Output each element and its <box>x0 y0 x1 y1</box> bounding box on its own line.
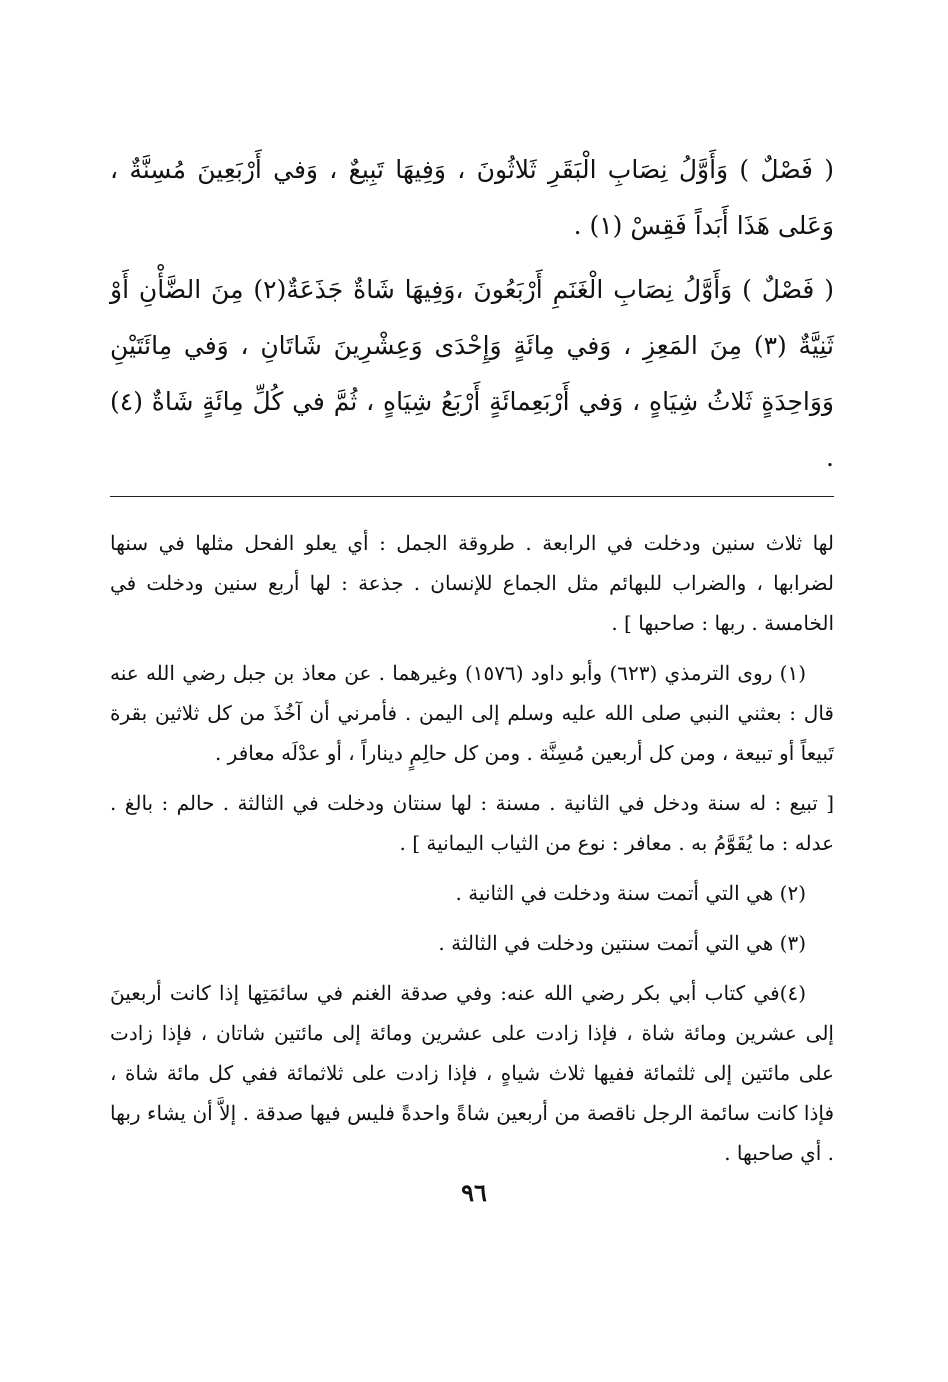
book-page <box>110 130 834 1173</box>
paragraph-sheep-section: ( فَصْلٌ ) وَأَوَّلُ نِصَابِ الْغَنَمِ أَرْبَعُونَ ،وَفِيهَا شَاةٌ جَذَعَةٌ(٢) مِنَ الضَّأْنِ أَوْ ثَنِيَّةٌ (٣) مِنَ المَعِزِ ، وَفي مِائَةٍ وَإِحْدَى وَعِشْرِينَ شَاتَانِ ، وَفي مِائَتَيْنِ وَوَاحِدَةٍ ثَلاثُ شِيَاهٍ ، وَفي أَرْبَعِمائَةٍ أَرْبَعُ شِيَاهٍ ، ثُمَّ في كُلِّ مِائَةٍ شَاةٌ (٤) . <box>110 275 834 472</box>
main-text <box>110 142 834 486</box>
page-number: ٩٦ <box>461 1178 487 1207</box>
footnotes <box>110 523 834 1173</box>
footnote-4: (٤)في كتاب أبي بكر رضي الله عنه: وفي صدقة الغنم في سائمَتِها إذا كانت أربعينَ إلى عشرين ومائة شاة ، فإذا زادت على عشرين ومائة إلى مائتين شاتان ، فإذا زادت على مائتين إلى ثلثمائة ففيها ثلاث شياهٍ ، فإذا زادت على ثلاثمائة ففي كل مائة شاة ، فإذا كانت سائمة الرجل ناقصة من أربعين شاةً واحدةً فليس فيها صدقة . إلاَّ أن يشاء ربها . أي صاحبها . <box>110 981 834 1165</box>
footnote-1-glossary: [ تبيع : له سنة ودخل في الثانية . مسنة : لها سنتان ودخلت في الثالثة . حالم : بالغ . عدله : ما يُقَوَّمُ به . معافر : نوع من الثياب اليمانية ] . <box>110 791 834 855</box>
footnote-3: (٣) هي التي أتمت سنتين ودخلت في الثالثة . <box>438 931 806 955</box>
footnote-continuation: لها ثلاث سنين ودخلت في الرابعة . طروقة الجمل : أي يعلو الفحل مثلها في سنها لضرابها ، والضراب للبهائم مثل الجماع للإنسان . جذعة : لها أربع سنين ودخلت في الخامسة . ربها : صاحبها ] . <box>110 531 834 635</box>
footnote-divider <box>110 496 834 497</box>
footnote-2: (٢) هي التي أتمت سنة ودخلت في الثانية . <box>455 881 806 905</box>
paragraph-cattle-section: ( فَصْلٌ ) وَأَوَّلُ نِصَابِ الْبَقَرِ ثَلاثُونَ ، وَفِيهَا تَبِيعٌ ، وَفي أَرْبَعِينَ مُسِنَّةٌ ، وَعَلى هَذَا أَبَداً فَقِسْ (١) . <box>110 155 834 240</box>
footnote-1: (١) روى الترمذي (٦٢٣) وأبو داود (١٥٧٦) وغيرهما . عن معاذ بن جبل رضي الله عنه قال : بعثني النبي صلى الله عليه وسلم إلى اليمن . فأمرني أن آخُذَ من كل ثلاثين بقرة تَبيعاً أو تبيعة ، ومن كل أربعين مُسِنَّة . ومن كل حالِمٍ ديناراً ، أو عدْلَه معافر . <box>110 661 834 765</box>
